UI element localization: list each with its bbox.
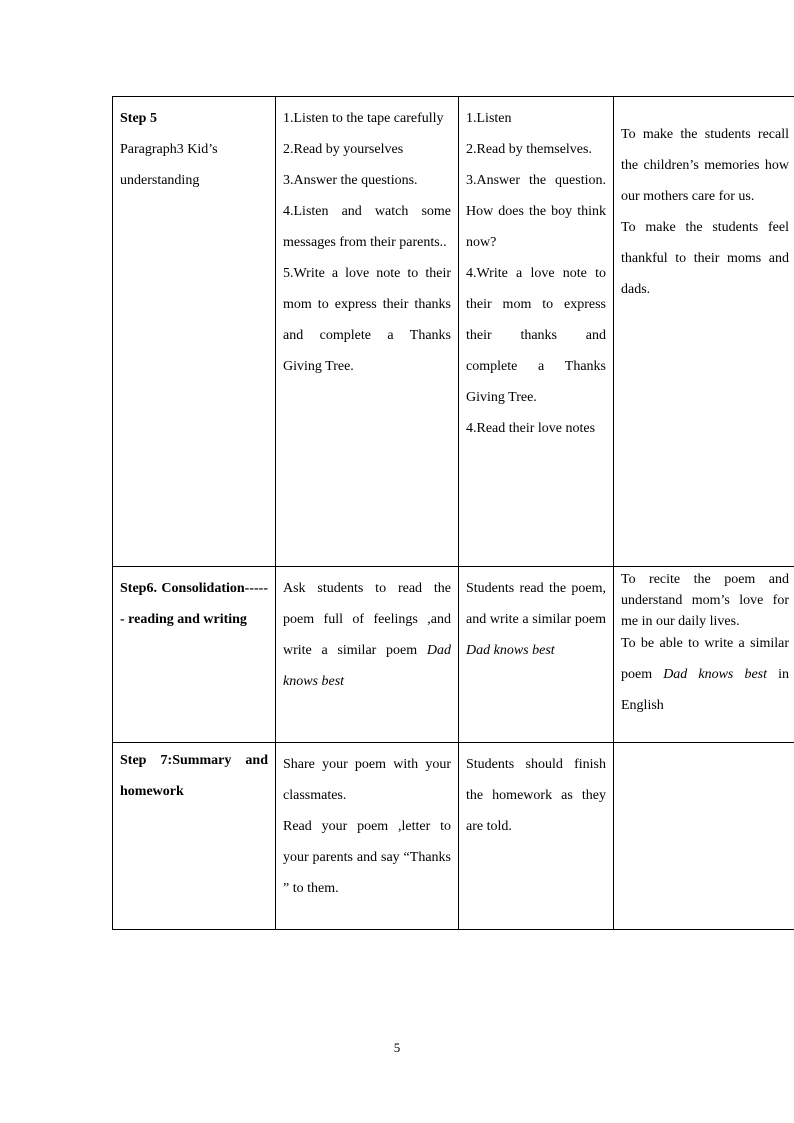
table-row xyxy=(113,743,794,930)
teacher-activity-item: 5.Write a love note to their mom to express their thanks and complete a Thanks Giving Tree. xyxy=(283,266,451,374)
student-activity-item: 1.Listen xyxy=(466,111,512,126)
poem-title: Dad knows best xyxy=(466,643,555,658)
student-activity-cell xyxy=(459,97,614,567)
student-activity-cell xyxy=(459,743,614,930)
purpose-item xyxy=(621,628,789,721)
poem-title: Dad knows best xyxy=(663,667,768,682)
step-subtitle: Paragraph3 Kid’s xyxy=(120,142,218,157)
teacher-activity-cell xyxy=(276,97,459,567)
step-cell xyxy=(113,743,276,930)
student-activity-item: 4.Read their love notes xyxy=(466,421,596,436)
teacher-activity-item: 2.Read by yourselves xyxy=(283,142,404,157)
purpose-item: To recite the poem and understand mom’s love for me in our daily lives. xyxy=(621,572,789,629)
purpose-item: To make the students feel thankful to their moms and dads. xyxy=(621,220,789,297)
step-title: Step6. Consolidation------ reading and writing xyxy=(120,581,268,627)
step-title: Step 5 xyxy=(120,111,157,126)
teacher-activity-item: 4.Listen and watch some messages from their parents.. xyxy=(283,204,451,250)
step-title: Step 7:Summary and homework xyxy=(120,753,268,799)
purpose-item: To make the students recall the children’s memories how our mothers care for us. xyxy=(621,127,789,204)
lesson-plan-table xyxy=(112,96,794,930)
table-row xyxy=(113,97,794,567)
student-activity-text: Students should finish the homework as they are told. xyxy=(466,757,606,834)
student-activity-text: Students read the poem, and write a similar poem xyxy=(466,581,606,627)
step-cell xyxy=(113,97,276,567)
purpose-cell xyxy=(614,567,794,743)
student-activity-cell xyxy=(459,567,614,743)
teacher-activity-item: 1.Listen to the tape carefully xyxy=(283,111,444,126)
teacher-activity-item: Share your poem with your classmates. xyxy=(283,757,451,803)
purpose-cell xyxy=(614,97,794,567)
step-subtitle: understanding xyxy=(120,173,200,188)
table-row xyxy=(113,567,794,743)
student-activity-item: 4.Write a love note to their mom to express their thanks and complete a Thanks Giving Tree. xyxy=(466,266,606,405)
student-activity-item: 2.Read by themselves. xyxy=(466,142,592,157)
teacher-activity-cell xyxy=(276,567,459,743)
purpose-text: To be able to write a similar poem xyxy=(621,636,789,682)
poem-title: Dad knows best xyxy=(283,643,451,689)
teacher-activity-cell xyxy=(276,743,459,930)
teacher-activity-text: Ask students to read the poem full of feelings ,and write a similar poem xyxy=(283,581,451,658)
step-cell xyxy=(113,567,276,743)
purpose-text-tail: in English xyxy=(621,667,789,713)
teacher-activity-item: Read your poem ,letter to your parents and say “Thanks ” to them. xyxy=(283,819,451,896)
teacher-activity-item: 3.Answer the questions. xyxy=(283,173,418,188)
page-number: 5 xyxy=(393,1040,401,1055)
step-subtitle-line xyxy=(120,134,268,165)
purpose-cell xyxy=(614,743,794,930)
student-activity-item: 3.Answer the question. How does the boy think now? xyxy=(466,173,606,250)
